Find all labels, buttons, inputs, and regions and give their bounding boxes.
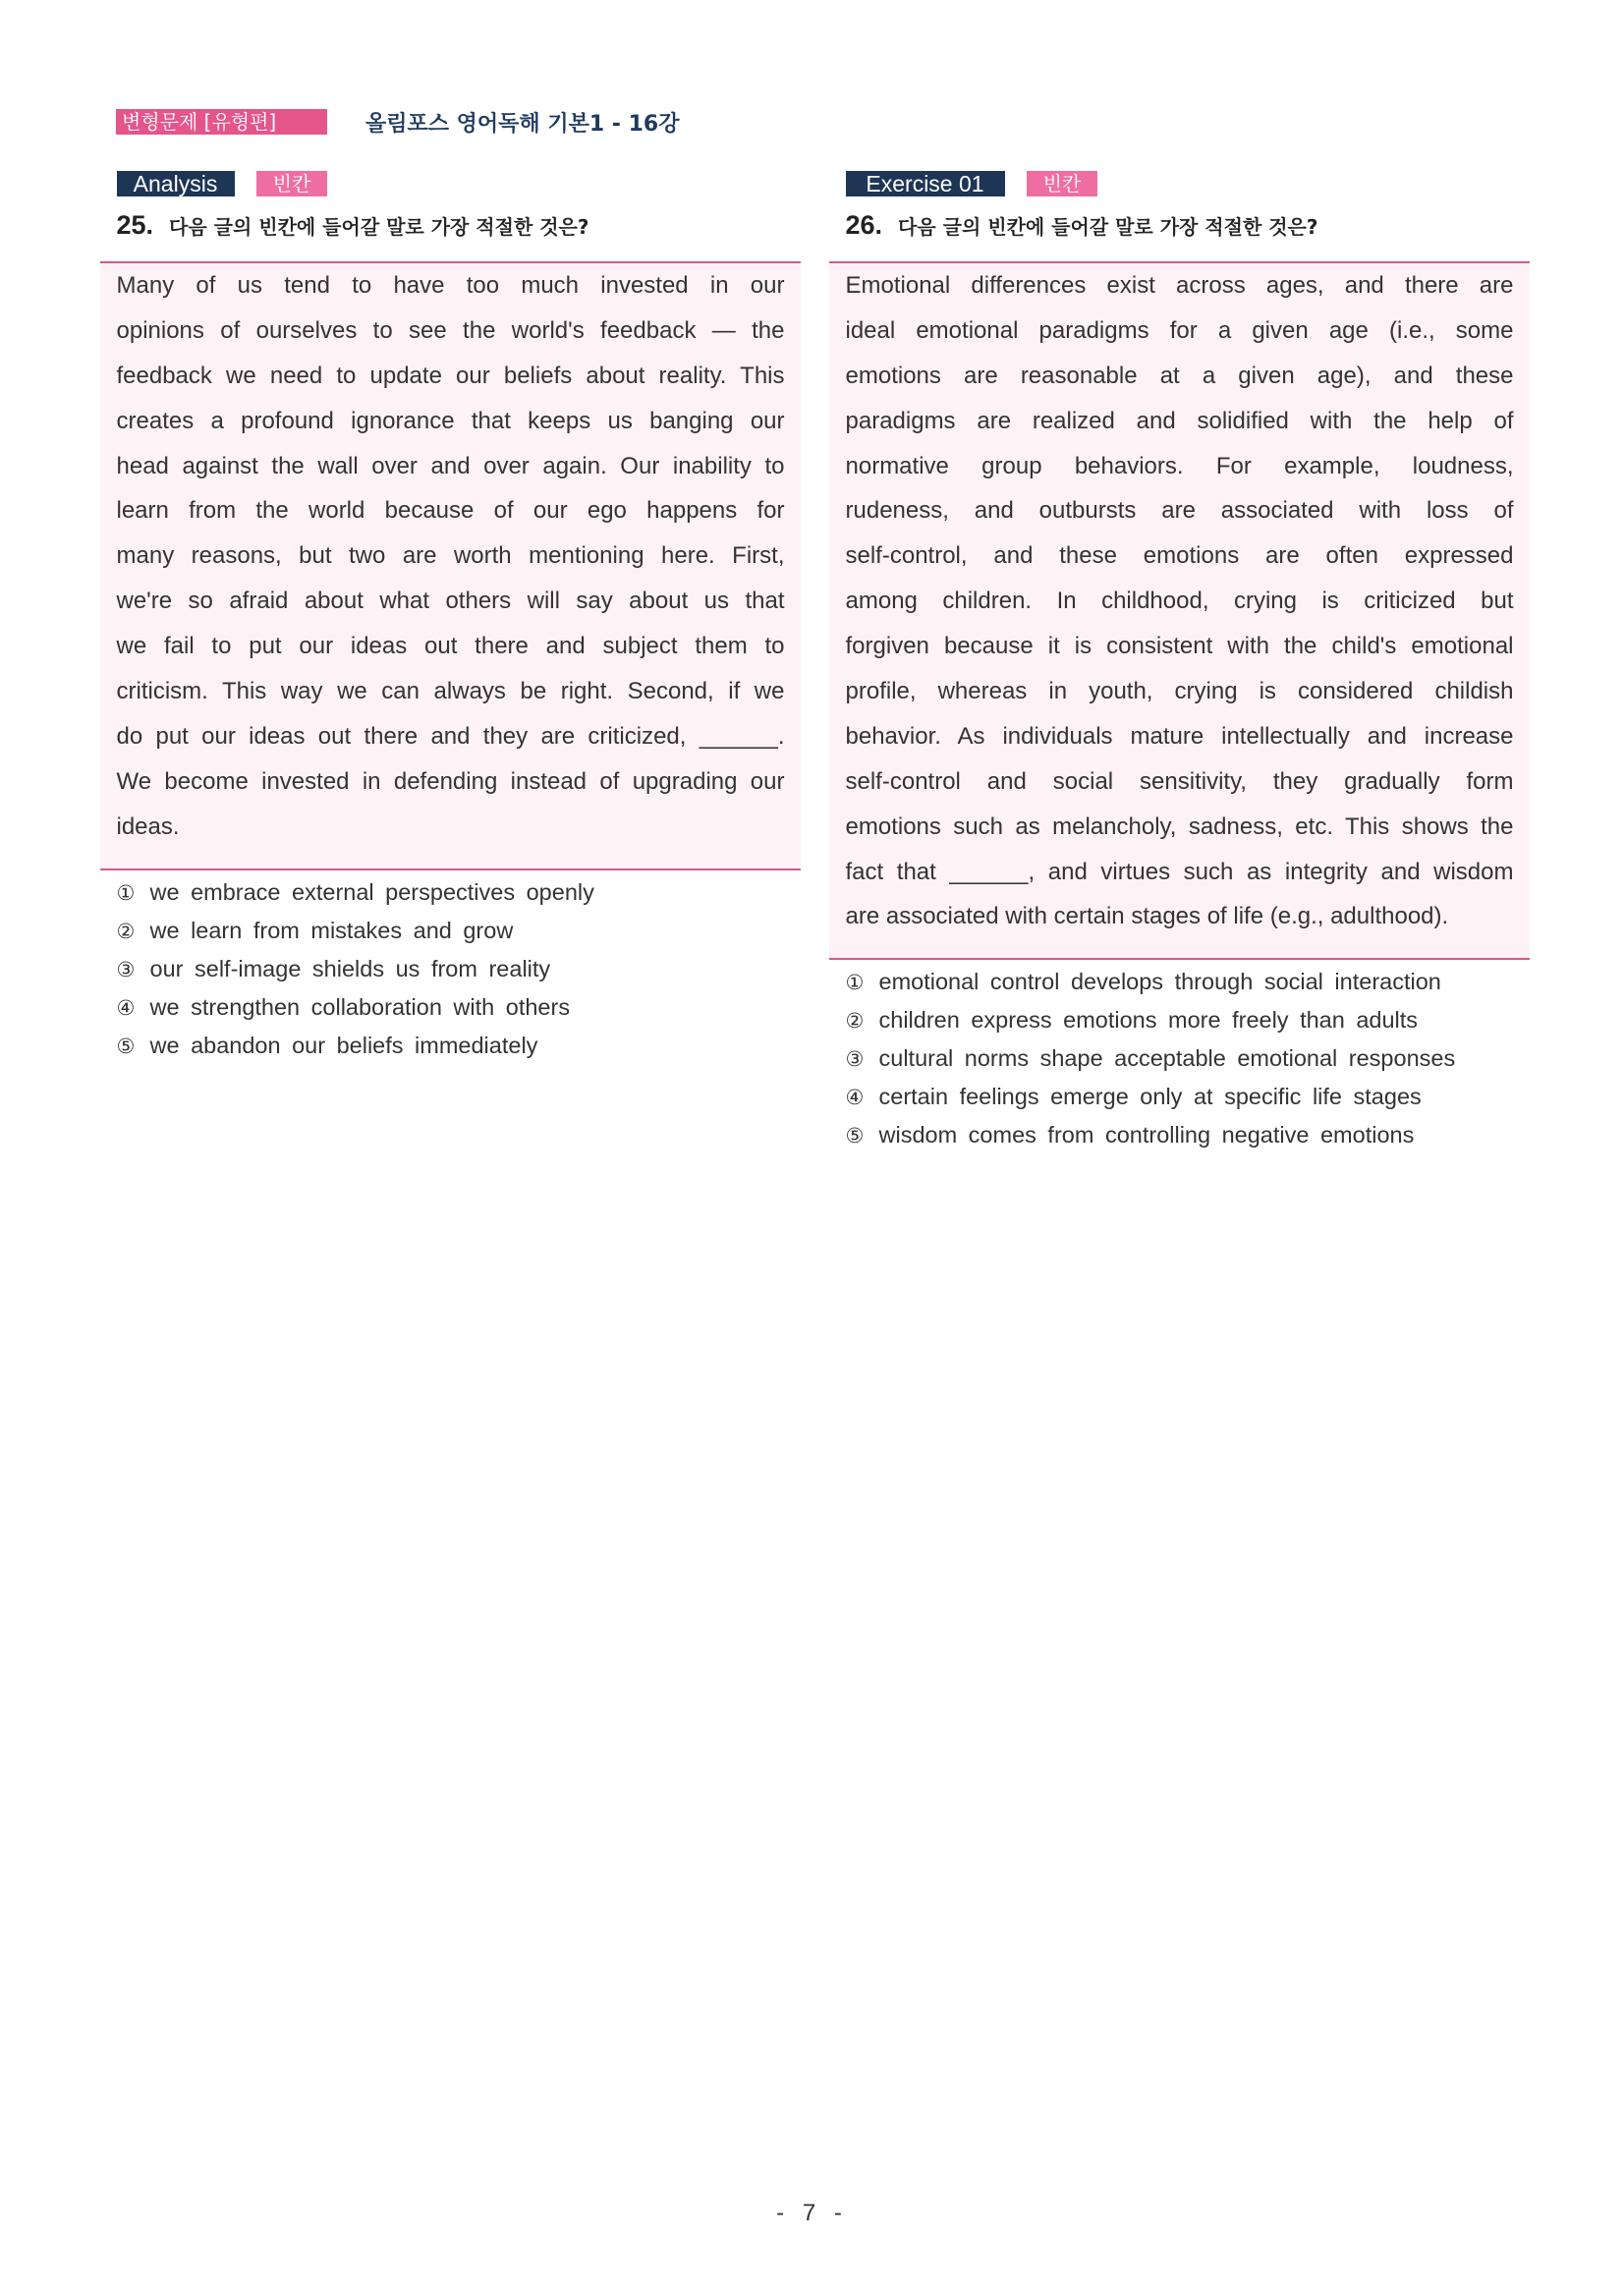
passage-line: Emotional differences exist across ages, and there are (845, 272, 1514, 299)
passage-line: are associated with certain stages of life (e.g., adulthood). (845, 903, 1449, 930)
option-marker: ⑤ (845, 1124, 865, 1148)
passage-box (100, 261, 801, 870)
question-block (100, 171, 801, 1065)
answer-option (117, 950, 802, 988)
question-prompt-row (117, 209, 802, 241)
option-marker: ③ (116, 957, 136, 981)
option-text: we learn from mistakes and grow (149, 917, 514, 943)
passage-line: normative group behaviors. For example, loudness, (845, 452, 1514, 479)
passage-line: self-control, and these emotions are often expressed (845, 542, 1514, 570)
passage-line: feedback we need to update our beliefs about reality. This (116, 362, 785, 389)
passage-line: ideal emotional paradigms for a given age (i.e., some (845, 316, 1514, 344)
option-text: cultural norms shape acceptable emotional responses (878, 1045, 1456, 1072)
passage-line: emotions such as melancholy, sadness, etc. This shows the (845, 812, 1514, 840)
passage-line: criticism. This way we can always be right. Second, if we (116, 678, 785, 705)
answer-option (846, 1039, 1531, 1078)
passage-line: profile, whereas in youth, crying is considered childish (845, 678, 1514, 705)
answer-option (846, 1001, 1531, 1039)
option-marker: ② (845, 1009, 865, 1034)
passage-line: we're so afraid about what others will say about us that (116, 588, 785, 615)
passage-line: emotions are reasonable at a given age), and these (845, 362, 1514, 389)
worksheet-type-label: 변형문제 [유형편] (116, 109, 327, 135)
question-badges (117, 171, 802, 196)
passage-line: fact that ______, and virtues such as integrity and wisdom (845, 858, 1514, 885)
passage-line: among children. In childhood, crying is criticized but (845, 588, 1514, 615)
passage-line: behavior. As individuals mature intellectually and increase (845, 722, 1514, 750)
option-marker: ① (845, 971, 865, 995)
passage-line: creates a profound ignorance that keeps us banging our (116, 407, 785, 434)
question-badges (846, 171, 1531, 196)
option-text: certain feelings emerge only at specific life stages (878, 1084, 1422, 1110)
option-text: we abandon our beliefs immediately (149, 1032, 538, 1058)
passage-line: We become invested in defending instead of upgrading our (116, 767, 785, 795)
passage-line: many reasons, but two are worth mentioning here. First, (116, 542, 785, 570)
answer-option (846, 1116, 1531, 1154)
answer-option (117, 912, 802, 950)
option-marker: ④ (845, 1086, 865, 1110)
passage-box (829, 261, 1530, 960)
passage-line: Many of us tend to have too much invested in our (116, 272, 785, 299)
option-marker: ① (116, 880, 136, 905)
page-header (116, 109, 679, 135)
question-block (829, 171, 1530, 1154)
option-marker: ② (116, 919, 136, 943)
answer-option (117, 873, 802, 912)
option-marker: ④ (116, 995, 136, 1020)
passage-line: opinions of ourselves to see the world's feedback — the (116, 316, 785, 344)
passage-line: self-control and social sensitivity, they gradually form (845, 767, 1514, 795)
page-number: - 7 - (776, 2200, 848, 2226)
question-prompt-row (846, 209, 1531, 241)
option-text: our self-image shields us from reality (149, 955, 551, 981)
answer-options (117, 873, 802, 1065)
question-number: 26. (845, 210, 883, 240)
passage-line: ideas. (116, 812, 180, 840)
option-text: children express emotions more freely than adults (878, 1007, 1419, 1034)
question-prompt: 다음 글의 빈칸에 들어갈 말로 가장 적절한 것은? (898, 215, 1318, 239)
answer-option (846, 1078, 1531, 1116)
answer-option (846, 963, 1531, 1001)
section-tag: Exercise 01 (846, 171, 1005, 196)
answer-options (846, 963, 1531, 1154)
question-number: 25. (116, 210, 154, 240)
passage-line: rudeness, and outbursts are associated with loss of (845, 497, 1514, 525)
question-type-badge: 빈칸 (256, 171, 327, 196)
passage-line: head against the wall over and over again. Our inability to (116, 452, 785, 479)
option-text: wisdom comes from controlling negative emotions (878, 1122, 1415, 1148)
passage-line: do put our ideas out there and they are criticized, ______. (116, 722, 785, 750)
answer-option (117, 988, 802, 1027)
question-prompt: 다음 글의 빈칸에 들어갈 말로 가장 적절한 것은? (169, 215, 589, 239)
answer-option (117, 1027, 802, 1065)
worksheet-title: 올림포스 영어독해 기본1 - 16강 (365, 111, 680, 137)
option-text: emotional control develops through social interaction (878, 969, 1441, 995)
option-text: we strengthen collaboration with others (149, 993, 571, 1020)
passage-line: paradigms are realized and solidified with the help of (845, 407, 1514, 434)
question-type-badge: 빈칸 (1027, 171, 1097, 196)
passage-line: forgiven because it is consistent with the child's emotional (845, 633, 1514, 660)
passage-line: learn from the world because of our ego happens for (116, 497, 785, 525)
option-text: we embrace external perspectives openly (149, 878, 594, 905)
passage-line: we fail to put our ideas out there and subject them to (116, 633, 785, 660)
option-marker: ③ (845, 1047, 865, 1072)
section-tag: Analysis (117, 171, 235, 196)
option-marker: ⑤ (116, 1034, 136, 1058)
